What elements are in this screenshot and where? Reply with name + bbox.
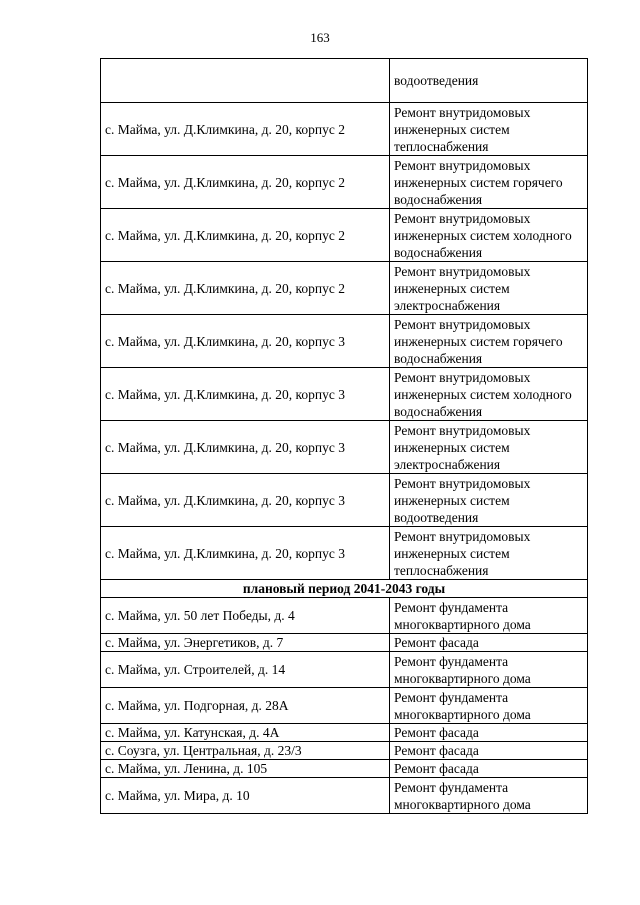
work-cell: Ремонт фундамента многоквартирного дома (390, 778, 588, 814)
table-row (101, 368, 588, 421)
work-cell: Ремонт фасада (390, 724, 588, 742)
address-cell: с. Майма, ул. Д.Климкина, д. 20, корпус 3 (101, 527, 390, 580)
table-row (101, 652, 588, 688)
work-cell: Ремонт внутридомовых инженерных систем теплоснабжения (390, 103, 588, 156)
address-cell: с. Майма, ул. Д.Климкина, д. 20, корпус 2 (101, 209, 390, 262)
address-cell: с. Майма, ул. Д.Климкина, д. 20, корпус 2 (101, 262, 390, 315)
address-cell: с. Майма, ул. Д.Климкина, д. 20, корпус 3 (101, 474, 390, 527)
table-row (101, 634, 588, 652)
period-heading: плановый период 2041-2043 годы (101, 580, 588, 598)
address-cell: с. Майма, ул. Строителей, д. 14 (101, 652, 390, 688)
address-cell: с. Майма, ул. Катунская, д. 4А (101, 724, 390, 742)
address-cell: с. Майма, ул. Д.Климкина, д. 20, корпус 3 (101, 421, 390, 474)
work-cell: Ремонт внутридомовых инженерных систем электроснабжения (390, 262, 588, 315)
table-row (101, 724, 588, 742)
work-cell: Ремонт фасада (390, 634, 588, 652)
work-cell: Ремонт внутридомовых инженерных систем теплоснабжения (390, 527, 588, 580)
table-row (101, 598, 588, 634)
address-cell: с. Майма, ул. Д.Климкина, д. 20, корпус 3 (101, 315, 390, 368)
table-row (101, 59, 588, 103)
table-row (101, 262, 588, 315)
address-cell: с. Майма, ул. Энергетиков, д. 7 (101, 634, 390, 652)
work-cell: Ремонт фундамента многоквартирного дома (390, 598, 588, 634)
table-row (101, 778, 588, 814)
table-row (101, 474, 588, 527)
work-cell: Ремонт внутридомовых инженерных систем электроснабжения (390, 421, 588, 474)
address-cell: с. Майма, ул. Подгорная, д. 28А (101, 688, 390, 724)
work-cell: Ремонт внутридомовых инженерных систем горячего водоснабжения (390, 315, 588, 368)
work-cell: Ремонт фундамента многоквартирного дома (390, 688, 588, 724)
table-row (101, 760, 588, 778)
period-heading-row (101, 580, 588, 598)
address-cell: с. Майма, ул. Мира, д. 10 (101, 778, 390, 814)
address-cell: с. Майма, ул. Д.Климкина, д. 20, корпус 2 (101, 156, 390, 209)
table-row (101, 209, 588, 262)
table-row (101, 742, 588, 760)
address-cell: с. Майма, ул. Д.Климкина, д. 20, корпус 3 (101, 368, 390, 421)
address-cell: с. Майма, ул. Ленина, д. 105 (101, 760, 390, 778)
address-cell (101, 59, 390, 103)
objects-table (100, 58, 588, 814)
work-cell: Ремонт внутридомовых инженерных систем холодного водоснабжения (390, 209, 588, 262)
address-cell: с. Соузга, ул. Центральная, д. 23/3 (101, 742, 390, 760)
table-row (101, 156, 588, 209)
table-row (101, 688, 588, 724)
table-row (101, 421, 588, 474)
table-row (101, 315, 588, 368)
table-body (101, 59, 588, 814)
work-cell: Ремонт фасада (390, 760, 588, 778)
work-cell: Ремонт фундамента многоквартирного дома (390, 652, 588, 688)
work-cell: водоотведения (390, 59, 588, 103)
page-number: 163 (310, 30, 330, 45)
address-cell: с. Майма, ул. Д.Климкина, д. 20, корпус 2 (101, 103, 390, 156)
work-cell: Ремонт внутридомовых инженерных систем водоотведения (390, 474, 588, 527)
table-row (101, 103, 588, 156)
address-cell: с. Майма, ул. 50 лет Победы, д. 4 (101, 598, 390, 634)
work-cell: Ремонт внутридомовых инженерных систем холодного водоснабжения (390, 368, 588, 421)
work-cell: Ремонт внутридомовых инженерных систем горячего водоснабжения (390, 156, 588, 209)
work-cell: Ремонт фасада (390, 742, 588, 760)
table-row (101, 527, 588, 580)
